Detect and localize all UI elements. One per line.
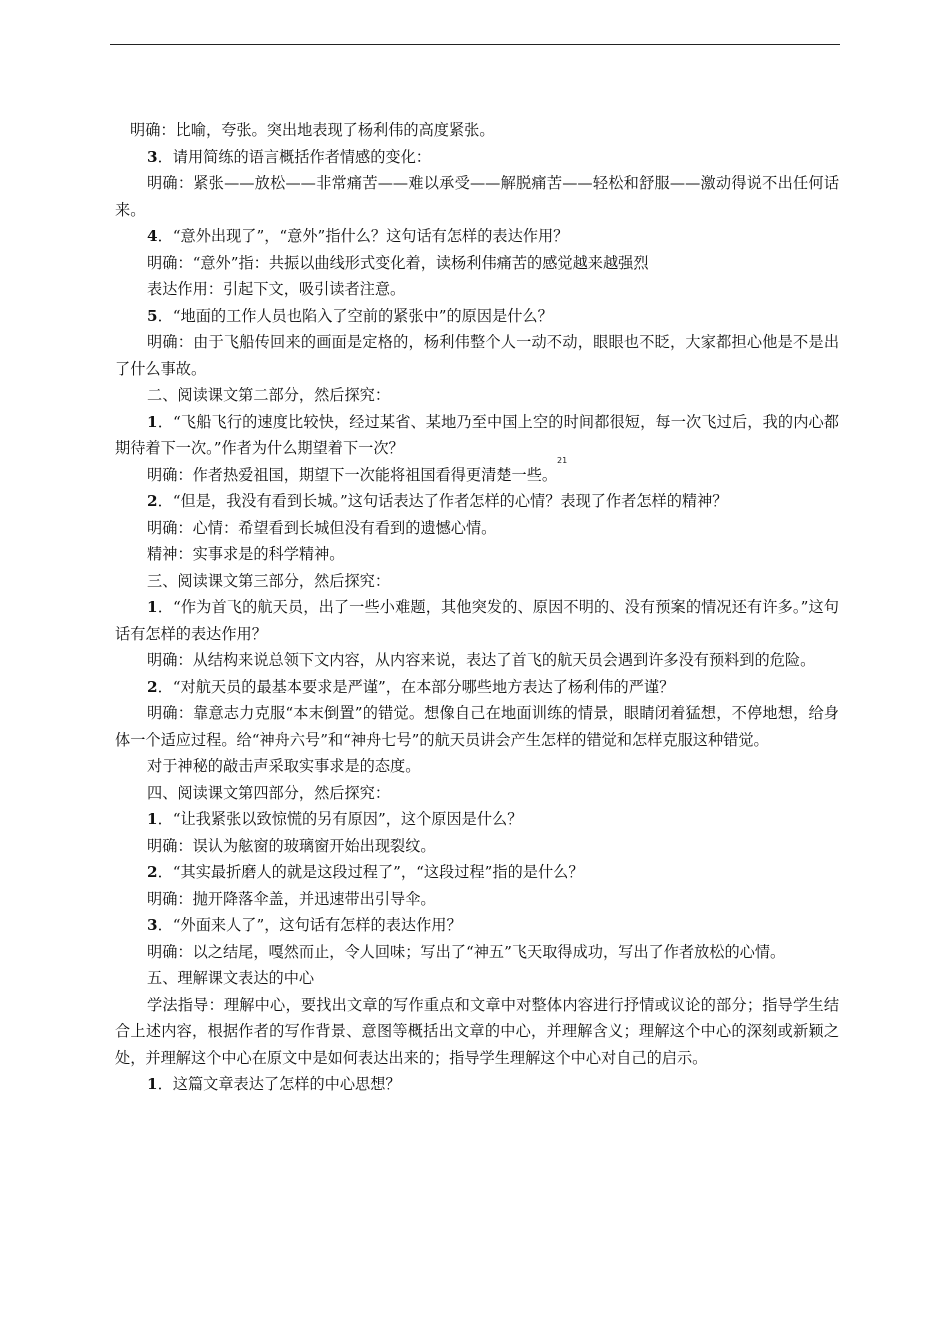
text-paragraph <box>115 992 839 1072</box>
paragraph-text: 明确：从结构来说总领下文内容，从内容来说，表达了首飞的航天员会遇到许多没有预料到的危险。 <box>147 651 816 669</box>
paragraph-text: ．“其实最折磨人的就是这段过程了”，“这段过程”指的是什么？ <box>157 863 584 881</box>
paragraph-text: ．“让我紧张以致惊慌的另有原因”，这个原因是什么？ <box>157 810 523 828</box>
text-paragraph <box>115 965 839 992</box>
question-paragraph <box>115 409 839 462</box>
paragraph-text: ．“飞船飞行的速度比较快，经过某省、某地乃至中国上空的时间都很短，每一次飞过后，我的内心都期待着下一次。”作者为什么期望着下一次？ <box>115 412 839 457</box>
question-number: 1 <box>147 810 158 828</box>
text-paragraph <box>115 753 839 780</box>
paragraph-text: ．“作为首飞的航天员，出了一些小难题，其他突发的、原因不明的、没有预案的情况还有许多。”这句话有怎样的表达作用？ <box>115 598 839 643</box>
paragraph-text: 明确：紧张——放松——非常痛苦——难以承受——解脱痛苦——轻松和舒服——激动得说不出任何话来。 <box>115 174 840 219</box>
text-paragraph <box>115 647 839 674</box>
paragraph-text: 学法指导：理解中心，要找出文章的写作重点和文章中对整体内容进行抒情或议论的部分；指导学生结合上述内容，根据作者的写作背景、意图等概括出文章的中心，并理解含义；理解这个中心的深刻或新颖之处，并理解这个中心在原文中是如何表达出来的；指导学生理解这个中心对自己的启示。 <box>115 995 839 1067</box>
paragraph-text: 明确：心情：希望看到长城但没有看到的遗憾心情。 <box>147 518 497 537</box>
question-paragraph <box>115 303 839 330</box>
question-paragraph <box>115 594 839 647</box>
text-paragraph <box>115 462 839 489</box>
paragraph-text: 表达作用：引起下文，吸引读者注意。 <box>147 280 406 298</box>
text-paragraph <box>115 515 839 542</box>
paragraph-text: 明确：误认为舷窗的玻璃窗开始出现裂纹。 <box>147 836 436 855</box>
question-number: 1 <box>147 598 158 616</box>
text-paragraph <box>115 170 839 223</box>
text-paragraph <box>115 382 839 409</box>
paragraph-text: ．“但是，我没有看到长城。”这句话表达了作者怎样的心情？表现了作者怎样的精神？ <box>157 492 728 510</box>
paragraph-text: 明确：“意外”指：共振以曲线形式变化着，读杨利伟痛苦的感觉越来越强烈 <box>147 253 649 272</box>
paragraph-text: 明确：以之结尾，嘎然而止，令人回味；写出了“神五”飞天取得成功，写出了作者放松的心情。 <box>147 942 786 961</box>
text-paragraph <box>115 117 839 144</box>
paragraph-text: ．“意外出现了”，“意外”指什么？这句话有怎样的表达作用？ <box>157 227 569 245</box>
question-number: 5 <box>147 306 158 325</box>
paragraph-text: 三、阅读课文第三部分，然后探究： <box>147 571 390 590</box>
text-paragraph <box>115 329 839 382</box>
paragraph-text: ．这篇文章表达了怎样的中心思想？ <box>157 1075 401 1093</box>
paragraph-text: ．“外面来人了”，这句话有怎样的表达作用？ <box>157 916 462 934</box>
question-number: 1 <box>147 412 158 431</box>
text-paragraph <box>115 250 839 277</box>
paragraph-text: 二、阅读课文第二部分，然后探究： <box>147 386 390 404</box>
question-paragraph <box>115 223 839 250</box>
text-paragraph <box>115 568 839 595</box>
question-paragraph <box>115 912 839 939</box>
paragraph-text: 对于神秘的敲击声采取实事求是的态度。 <box>147 757 421 775</box>
paragraph-text: 明确：比喻，夸张。突出地表现了杨利伟的高度紧张。 <box>130 121 495 139</box>
question-number: 3 <box>147 916 158 934</box>
paragraph-text: 四、阅读课文第四部分，然后探究： <box>147 783 390 802</box>
question-number: 2 <box>147 863 158 881</box>
question-number: 4 <box>147 227 158 245</box>
text-paragraph <box>115 833 839 860</box>
paragraph-text: 精神：实事求是的科学精神。 <box>147 545 345 563</box>
question-number: 1 <box>147 1075 158 1093</box>
question-number: 2 <box>147 492 158 510</box>
text-paragraph <box>115 886 839 913</box>
question-paragraph <box>115 806 839 833</box>
text-paragraph <box>115 541 839 568</box>
paragraph-text: ．“对航天员的最基本要求是严谨”，在本部分哪些地方表达了杨利伟的严谨？ <box>157 677 675 696</box>
question-paragraph <box>115 674 839 701</box>
paragraph-text: ．请用简练的语言概括作者情感的变化： <box>157 147 431 166</box>
question-number: 2 <box>147 677 158 696</box>
text-paragraph <box>115 939 839 966</box>
page-number: 21 <box>557 456 568 465</box>
question-paragraph <box>115 1071 839 1098</box>
text-paragraph <box>115 700 839 753</box>
paragraph-text: 明确：靠意志力克服“本末倒置”的错觉。想像自己在地面训练的情景，眼睛闭着猛想，不停地想，给身体一个适应过程。给“神舟六号”和“神舟七号”的航天员讲会产生怎样的错觉和怎样克服这种错觉。 <box>115 704 839 749</box>
paragraph-text: 明确：抛开降落伞盖，并迅速带出引导伞。 <box>147 889 436 908</box>
question-paragraph <box>115 144 839 171</box>
text-paragraph <box>115 780 839 807</box>
text-paragraph <box>115 276 839 303</box>
document-body <box>115 117 839 1098</box>
question-paragraph <box>115 488 839 515</box>
paragraph-text: ．“地面的工作人员也陷入了空前的紧张中”的原因是什么？ <box>157 306 553 325</box>
header-rule <box>110 44 840 45</box>
question-number: 3 <box>147 147 158 166</box>
paragraph-text: 五、理解课文表达的中心 <box>147 969 315 987</box>
paragraph-text: 明确：作者热爱祖国，期望下一次能将祖国看得更清楚一些。 <box>147 465 558 484</box>
paragraph-text: 明确：由于飞船传回来的画面是定格的，杨利伟整个人一动不动，眼眼也不眨，大家都担心他是不是出了什么事故。 <box>115 333 839 378</box>
question-paragraph <box>115 859 839 886</box>
